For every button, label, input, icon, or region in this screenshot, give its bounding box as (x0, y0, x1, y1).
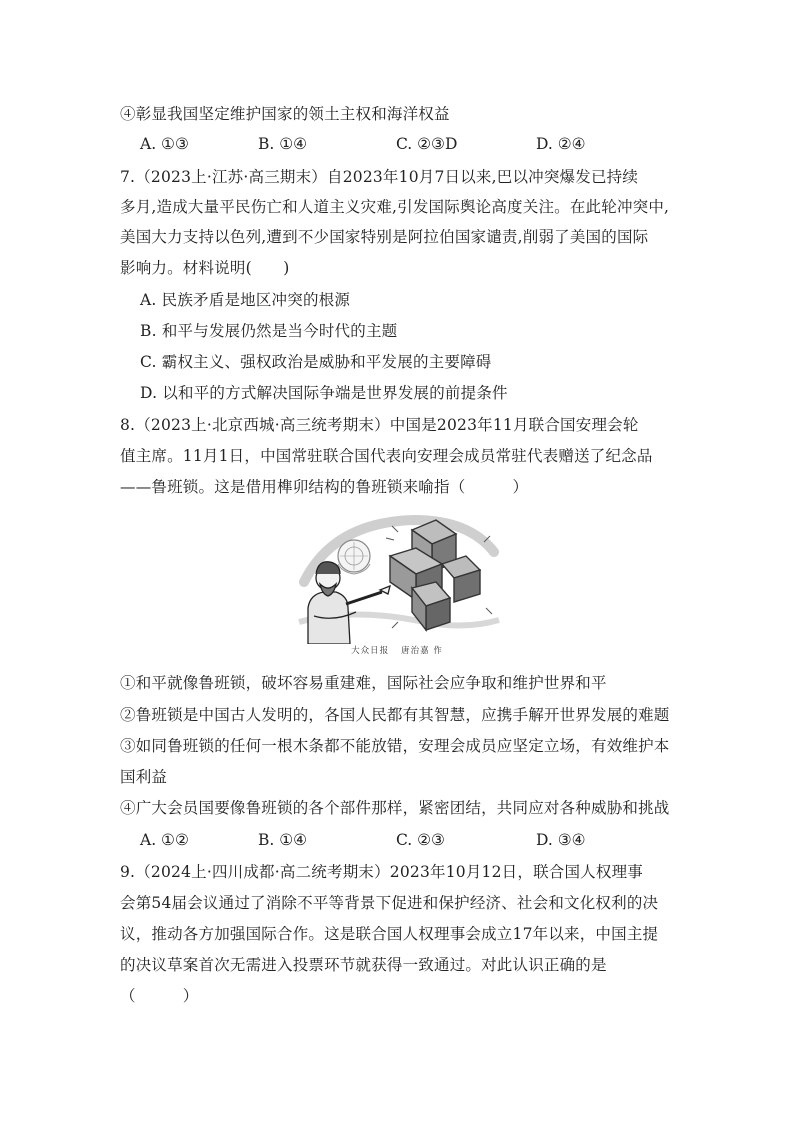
q9-stem-line-1: 9.（2024上·四川成都·高二统考期末）2023年10月12日，联合国人权理事 (120, 863, 643, 881)
cartoon-illustration (294, 512, 500, 644)
q6-option-a: A. ①③ (140, 135, 189, 153)
q6-option-c: C. ②③D (396, 135, 458, 153)
q7-stem-line-1: 7.（2023上·江苏·高三期末）自2023年10月7日以来,巴以冲突爆发已持续 (120, 168, 639, 186)
q8-item-1: ①和平就像鲁班锁，破坏容易重建难，国际社会应争取和维护世界和平 (120, 674, 607, 692)
q8-option-d: D. ③④ (536, 831, 586, 849)
q8-option-a: A. ①② (140, 831, 189, 849)
q8-stem-line-2: 值主席。11月1日，中国常驻联合国代表向安理会成员常驻代表赠送了纪念品 (120, 447, 653, 465)
q8-item-3-cont: 国利益 (120, 768, 168, 786)
q6-option-d: D. ②④ (536, 135, 586, 153)
q8-stem-line-1: 8.（2023上·北京西城·高三统考期末）中国是2023年11月联合国安理会轮 (120, 416, 639, 434)
q7-stem-line-3: 美国大力支持以色列,遭到不少国家特别是阿拉伯国家谴责,削弱了美国的国际 (120, 228, 649, 246)
q6-option-b: B. ①④ (258, 135, 308, 153)
q8-item-3: ③如同鲁班锁的任何一根木条都不能放错，安理会成员应坚定立场，有效维护本 (120, 737, 670, 755)
q7-choice-d: D. 以和平的方式解决国际争端是世界发展的前提条件 (140, 384, 508, 402)
q9-answer-blank: （ ） (120, 987, 199, 1005)
caption-author: 唐治嘉 作 (401, 646, 443, 656)
luban-lock-cartoon (294, 512, 500, 654)
q8-item-2: ②鲁班锁是中国古人发明的，各国人民都有其智慧，应携手解开世界发展的难题 (120, 706, 670, 724)
q9-stem-line-4: 的决议草案首次无需进入投票环节就获得一致通过。对此认识正确的是 (120, 956, 607, 974)
q8-option-c: C. ②③ (396, 831, 445, 849)
q9-stem-line-3: 议，推动各方加强国际合作。这是联合国人权理事会成立17年以来，中国主提 (120, 925, 659, 943)
q8-item-4: ④广大会员国要像鲁班锁的各个部件那样，紧密团结，共同应对各种威胁和挑战 (120, 799, 670, 817)
caption-source: 大众日报 (351, 646, 390, 656)
q7-choice-c: C. 霸权主义、强权政治是威胁和平发展的主要障碍 (140, 353, 492, 371)
un-emblem-icon (338, 540, 370, 574)
q7-choice-b: B. 和平与发展仍然是当今时代的主题 (140, 322, 398, 340)
q8-stem-line-3: ——鲁班锁。这是借用榫卯结构的鲁班锁来喻指（ ） (120, 478, 529, 496)
q7-stem-line-4: 影响力。材料说明( ) (120, 259, 290, 277)
cartoon-caption (294, 644, 500, 656)
q9-stem-line-2: 会第54届会议通过了消除不平等背景下促进和保护经济、社会和文化权利的决 (120, 894, 659, 912)
q6-item-4: ④彰显我国坚定维护国家的领土主权和海洋权益 (120, 105, 450, 123)
q7-stem-line-2: 多月,造成大量平民伤亡和人道主义灾难,引发国际舆论高度关注。在此轮冲突中, (120, 198, 670, 216)
q7-choice-a: A. 民族矛盾是地区冲突的根源 (140, 291, 351, 309)
q8-option-b: B. ①④ (258, 831, 308, 849)
luban-lock-icon (390, 520, 480, 630)
presenter-figure-icon (308, 562, 390, 644)
